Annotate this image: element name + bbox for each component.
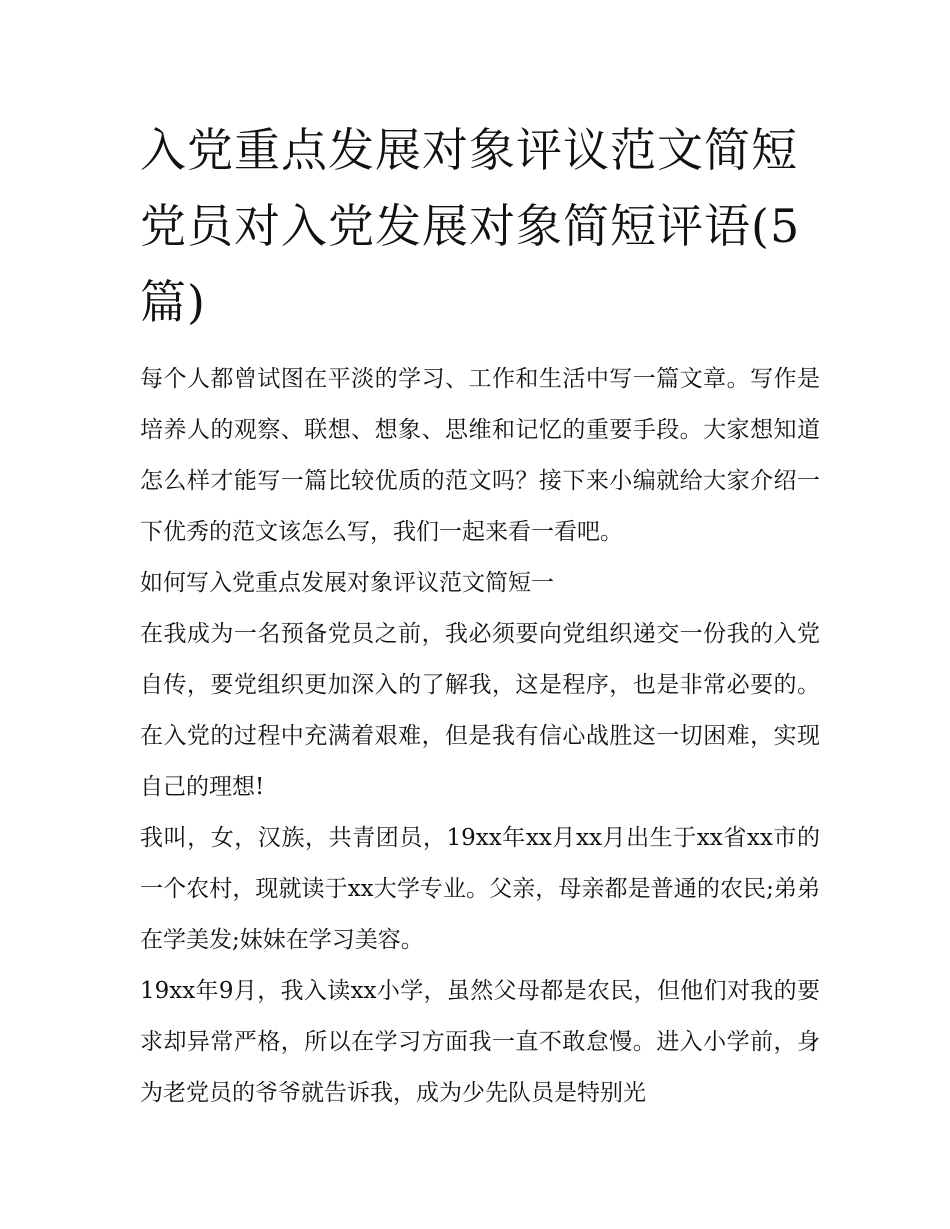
document-title: 入党重点发展对象评议范文简短 党员对入党发展对象简短评语(5篇) [140,123,801,329]
paragraph-intro: 每个人都曾试图在平淡的学习、工作和生活中写一篇文章。写作是培养人的观察、联想、想象、思维和记忆的重要手段。大家想知道怎么样才能写一篇比较优质的范文吗？接下来小编就给大家介绍一下优秀的范文该怎么写，我们一起来看一看吧。 [140,366,820,545]
paragraph-body-1: 在我成为一名预备党员之前，我必须要向党组织递交一份我的入党自传，要党组织更加深入的了解我，这是程序，也是非常必要的。在入党的过程中充满着艰难，但是我有信心战胜这一切困难，实现自己的理想! [140,621,820,800]
paragraph-heading: 如何写入党重点发展对象评议范文简短一 [140,570,554,596]
paragraph-body-2: 我叫，女，汉族，共青团员，19xx年xx月xx月出生于xx省xx市的一个农村，现就读于xx大学专业。父亲，母亲都是普通的农民;弟弟在学美发;妹妹在学习美容。 [140,825,820,953]
document-body [140,112,820,1119]
paragraph-body-3: 19xx年9月，我入读xx小学，虽然父母都是农民，但他们对我的要求却异常严格，所以在学习方面我一直不敢怠慢。进入小学前，身为老党员的爷爷就告诉我，成为少先队员是特别光 [140,978,820,1106]
